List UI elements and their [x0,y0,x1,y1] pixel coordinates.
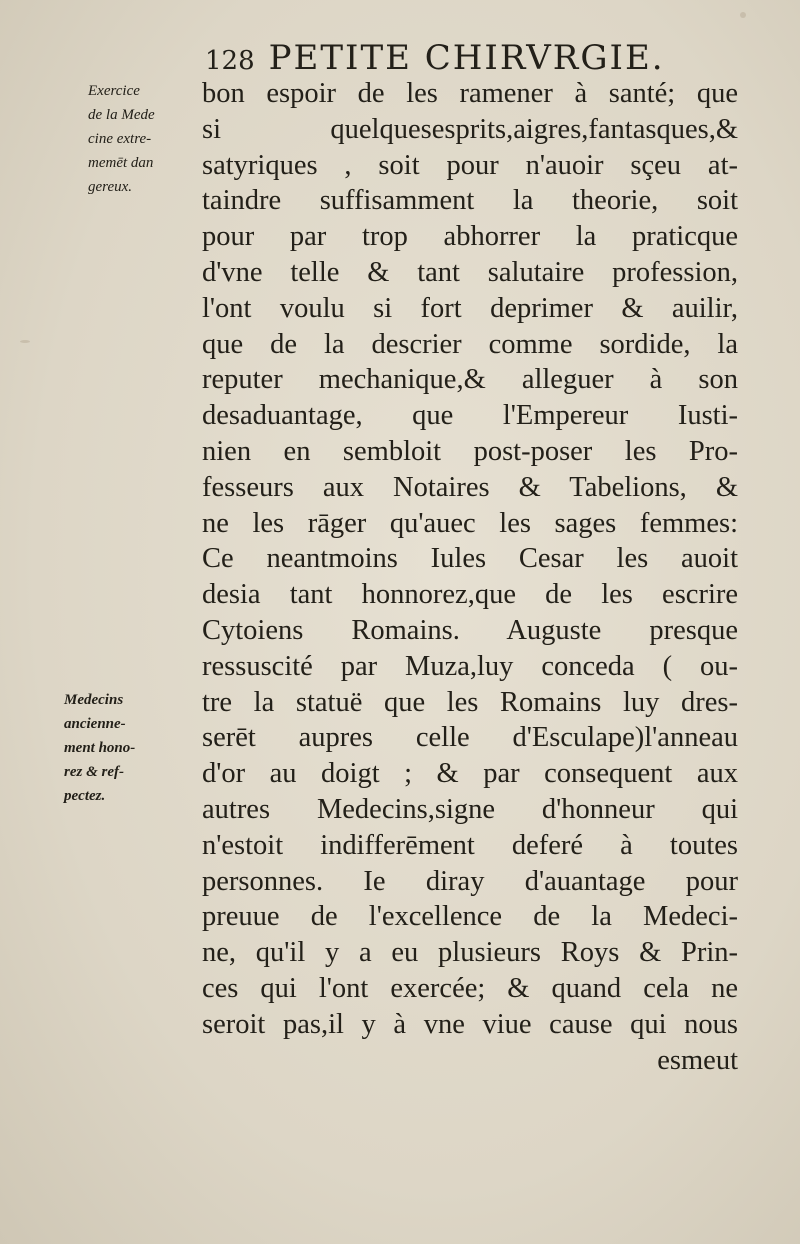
text-line: si quelquesesprits,aigres,fantasques,& [202,113,738,145]
paper-spot [20,340,30,343]
text-line: desaduantage, que l'Empereur Iusti- [202,400,738,432]
text-line: n'estoit indifferēment deferé à toutes [202,829,738,861]
text-line: seroit pas,il y à vne viue cause qui nous [202,1008,738,1040]
paper-spot [740,12,746,18]
text-line: bon espoir de les ramener à santé; que [202,78,738,109]
margin-note [88,79,208,199]
text-line: que de la descrier comme sordide, la [202,328,738,360]
text-line: ne les rāger qu'auec les sages femmes: [202,507,738,539]
margin-note-line: de la Mede [88,107,155,123]
body-text [202,76,738,1078]
catchword: esmeut [657,1044,738,1076]
text-line: d'or au doigt ; & par consequent aux [202,758,738,790]
text-line: preuue de l'excellence de la Medeci- [202,901,738,933]
text-line: tre la statuë que les Romains luy dres- [202,686,738,718]
margin-note-line: Medecins [64,692,124,708]
text-line: autres Medecins,signe d'honneur qui [202,793,738,825]
text-line: fesseurs aux Notaires & Tabelions, & [202,471,738,503]
text-line: desia tant honnorez,que de les escrire [202,579,738,611]
text-line: satyriques , soit pour n'auoir sçeu at- [202,149,738,181]
margin-note-line: rez & ref- [64,764,124,780]
text-line: Cytoiens Romains. Auguste presque [202,614,738,646]
running-title: PETITE CHIRVRGIE. [268,38,665,78]
text-line: personnes. Ie diray d'auantage pour [202,865,738,897]
text-line: pour par trop abhorrer la praticque [202,221,738,253]
text-line: ne, qu'il y a eu plusieurs Roys & Prin- [202,937,738,969]
margin-note [64,688,184,808]
margin-note-line: cine extre- [88,131,152,147]
text-line: Ce neantmoins Iules Cesar les auoit [202,543,738,575]
margin-note-line: Exercice [88,83,140,99]
text-line: ces qui l'ont exercée; & quand cela ne [202,972,738,1004]
text-line: nien en sembloit post-poser les Pro- [202,435,738,467]
text-line: taindre suffisamment la theorie, soit [202,185,738,217]
text-line: l'ont voulu si fort deprimer & auilir, [202,292,738,324]
page-header [205,38,665,78]
text-line: ressuscité par Muza,luy conceda ( ou- [202,650,738,682]
page-number: 128 [205,46,255,76]
text-line: d'vne telle & tant salutaire profession, [202,256,738,288]
margin-note-line: gereux. [88,179,133,195]
margin-note-line: memēt dan [88,155,154,171]
margin-note-line: pectez. [64,788,106,804]
margin-note-line: ancienne- [64,716,126,732]
text-line: reputer mechanique,& alleguer à son [202,364,738,396]
margin-note-line: ment hono- [64,740,136,756]
text-line: serēt aupres celle d'Esculape)l'anneau [202,722,738,754]
